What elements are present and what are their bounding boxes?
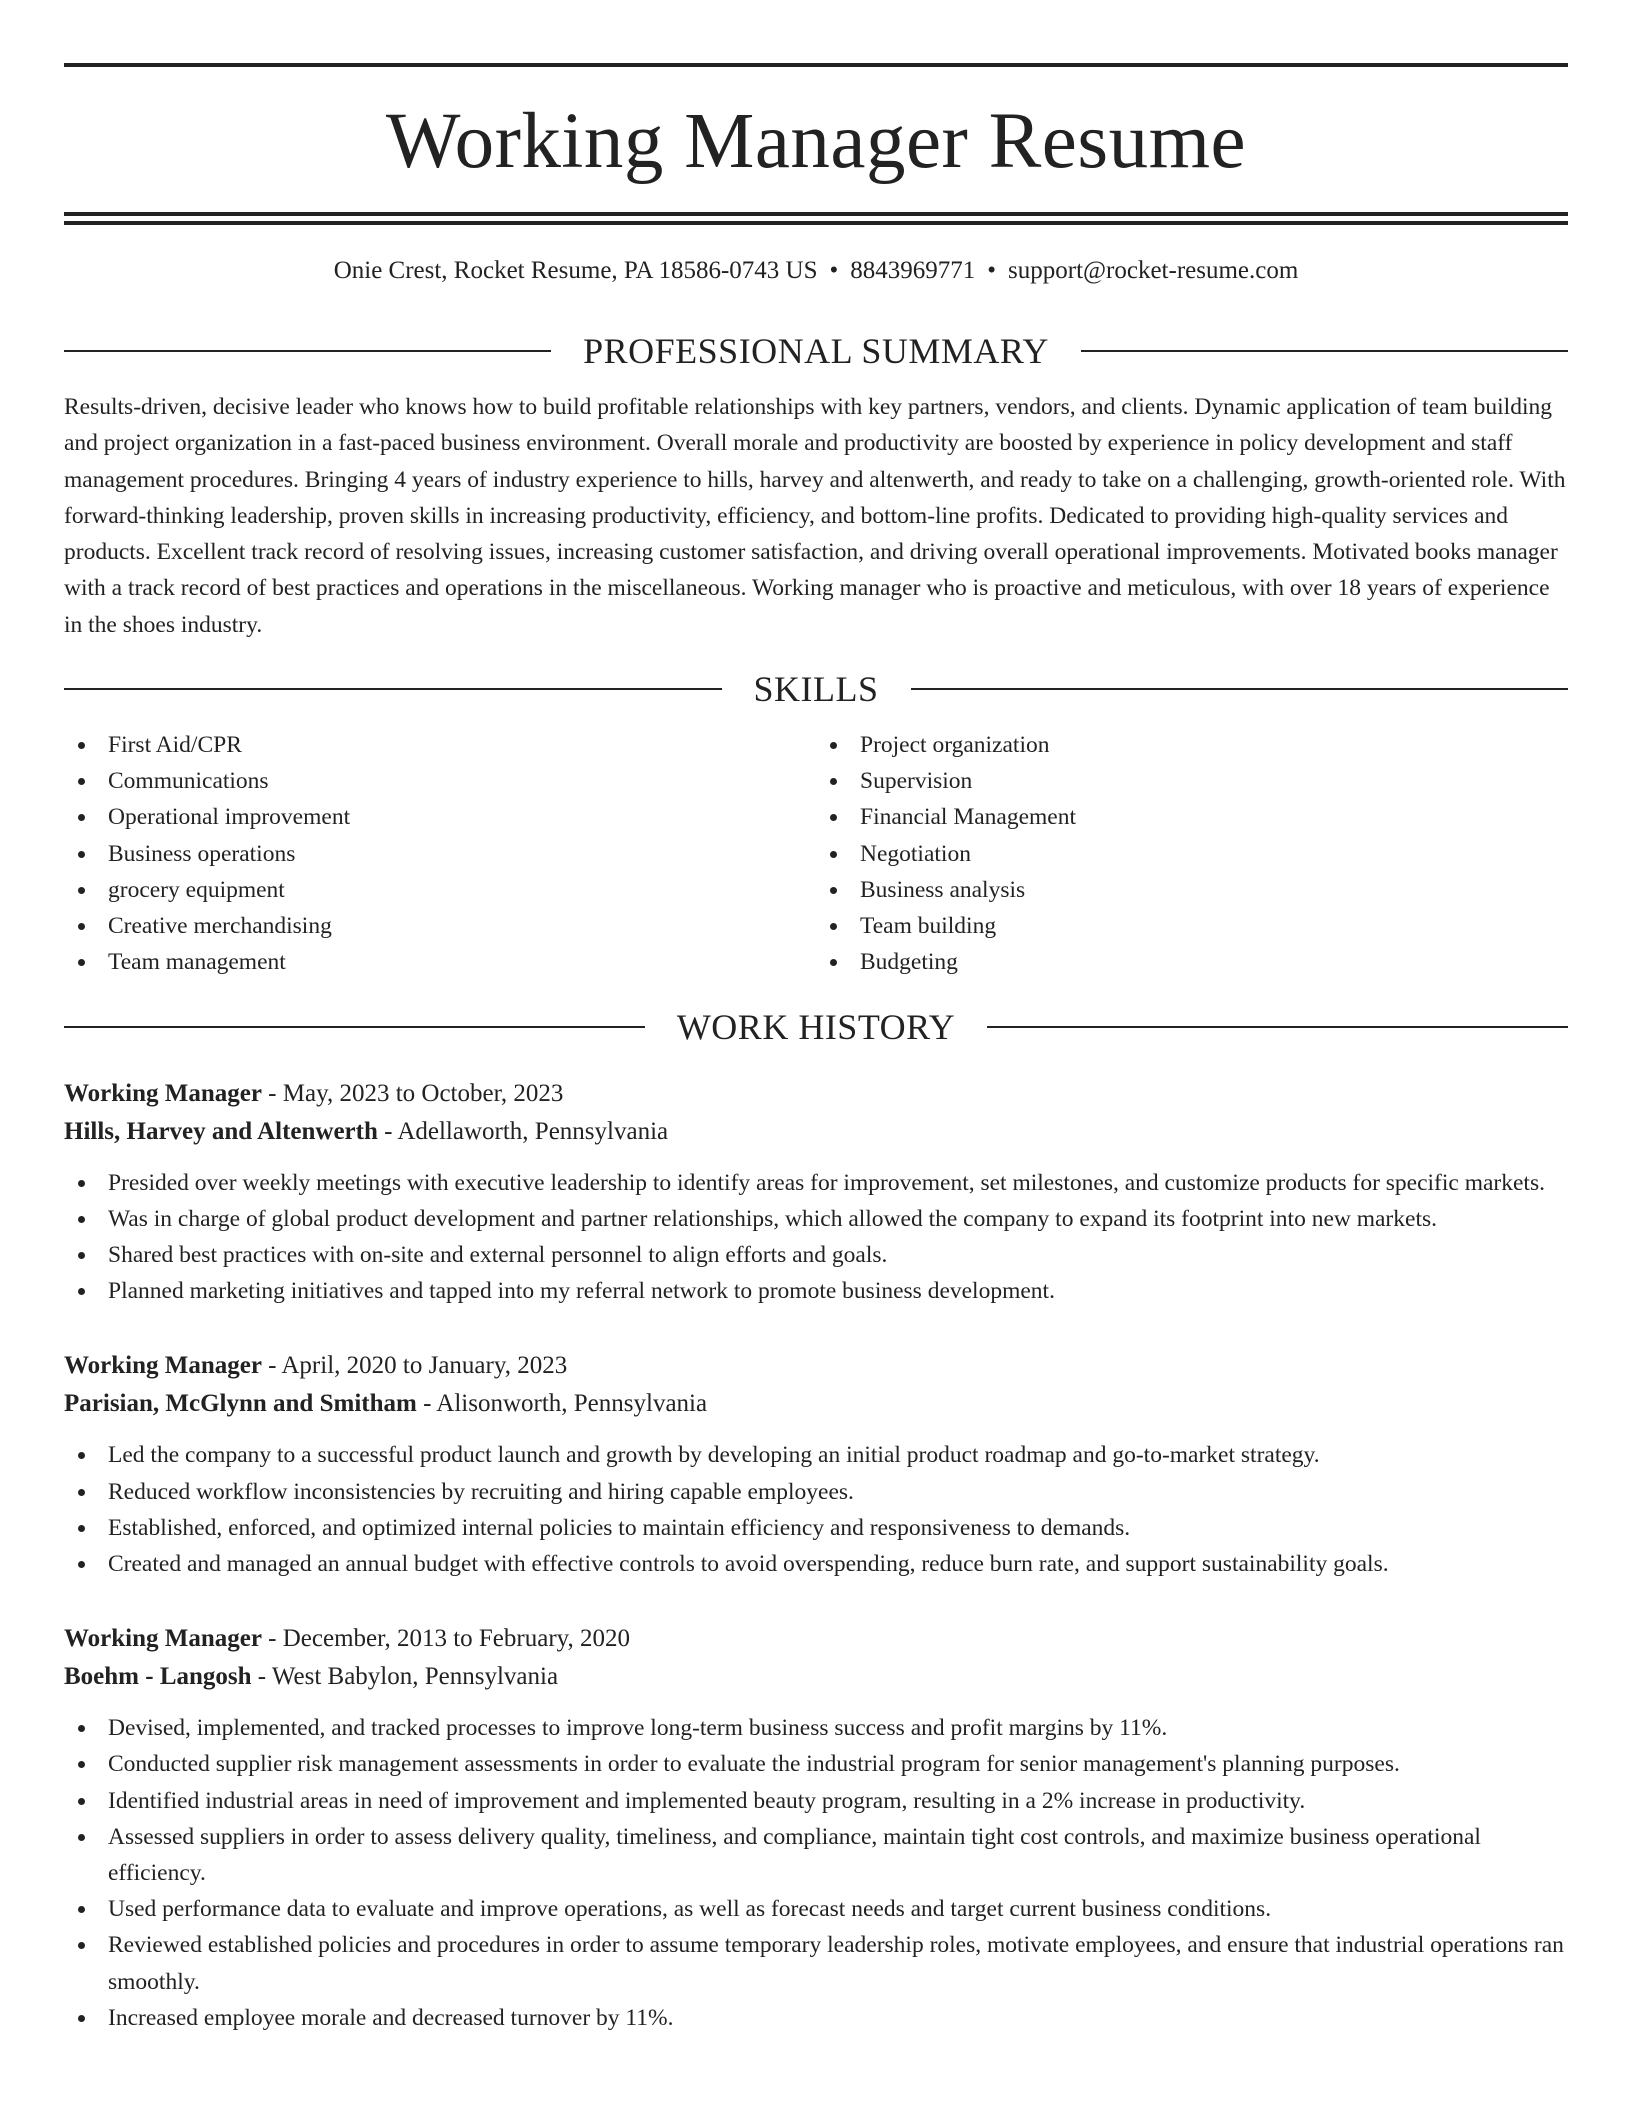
- skill-item: Team management: [64, 944, 816, 980]
- job-bullet: Led the company to a successful product launch and growth by developing an initial product roadmap and go-to-market strategy.: [64, 1437, 1568, 1473]
- job-title: Working Manager: [64, 1625, 262, 1653]
- job-bullet: Used performance data to evaluate and improve operations, as well as forecast needs and target current business conditions.: [64, 1891, 1568, 1927]
- skill-item: Communications: [64, 763, 816, 799]
- job-company-line: [64, 1113, 1568, 1151]
- skills-list-left: [64, 727, 816, 980]
- resume-title: Working Manager Resume: [385, 98, 1247, 185]
- contact-line: [64, 253, 1568, 289]
- job-bullet: Identified industrial areas in need of improvement and implemented beauty program, resulting in a 2% increase in productivity.: [64, 1783, 1568, 1819]
- work-section-heading: [64, 1005, 1568, 1049]
- skills-list-right: [816, 727, 1568, 980]
- job-title-line: [64, 1620, 1568, 1658]
- job-bullet: Devised, implemented, and tracked processes to improve long-term business success and profit margins by 11%.: [64, 1710, 1568, 1746]
- job-company: Hills, Harvey and Altenwerth: [64, 1117, 378, 1145]
- job-location: - Alisonworth, Pennsylvania: [423, 1390, 708, 1418]
- contact-separator: •: [987, 257, 997, 284]
- job-bullet: Conducted supplier risk management assessments in order to evaluate the industrial program for senior management's planning purposes.: [64, 1746, 1568, 1782]
- job-company: Parisian, McGlynn and Smitham: [64, 1390, 417, 1418]
- heading-rule-left: [64, 350, 551, 352]
- job-bullet: Reduced workflow inconsistencies by recruiting and hiring capable employees.: [64, 1474, 1568, 1510]
- job-bullet: Planned marketing initiatives and tapped into my referral network to promote business development.: [64, 1273, 1568, 1309]
- job-dates: - May, 2023 to October, 2023: [268, 1079, 564, 1107]
- heading-rule-left: [64, 1026, 645, 1028]
- job-title-line: [64, 1347, 1568, 1385]
- skills-columns: [64, 727, 1568, 980]
- summary-text: Results-driven, decisive leader who knows how to build profitable relationships with key partners, vendors, and clients. Dynamic application of team building and project organization in a fast-paced business environment. Overall morale and productivity are boosted by experience in policy development and staff management procedures. Bringing 4 years of industry experience to hills, harvey and altenwerth, and ready to take on a challenging, growth-oriented role. With forward-thinking leadership, proven skills in increasing productivity, efficiency, and bottom-line profits. Dedicated to providing high-quality services and products. Excellent track record of resolving issues, increasing customer satisfaction, and driving overall operational improvements. Motivated books manager with a track record of best practices and operations in the miscellaneous. Working manager who is proactive and meticulous, with over 18 years of experience in the shoes industry.: [64, 394, 1566, 638]
- heading-rule-right: [1081, 350, 1568, 352]
- work-heading-label: WORK HISTORY: [676, 1006, 956, 1047]
- job-title: Working Manager: [64, 1352, 262, 1380]
- job-dates: - April, 2020 to January, 2023: [268, 1352, 568, 1380]
- skill-item: First Aid/CPR: [64, 727, 816, 763]
- job-entry: [64, 1620, 1568, 2036]
- job-bullets: [64, 1165, 1568, 1310]
- skill-item: Supervision: [816, 763, 1568, 799]
- job-bullet: Shared best practices with on-site and external personnel to align efforts and goals.: [64, 1237, 1568, 1273]
- summary-section-heading: [64, 329, 1568, 373]
- skills-section-heading: [64, 667, 1568, 711]
- job-bullet: Presided over weekly meetings with executive leadership to identify areas for improvement, set milestones, and customize products for specific markets.: [64, 1165, 1568, 1201]
- title-double-rule: [64, 212, 1568, 225]
- job-bullet: Increased employee morale and decreased turnover by 11%.: [64, 2000, 1568, 2036]
- skill-item: Team building: [816, 908, 1568, 944]
- contact-separator: •: [829, 257, 839, 284]
- skill-item: Business analysis: [816, 872, 1568, 908]
- skills-heading-label: SKILLS: [753, 669, 879, 710]
- job-bullets: [64, 1710, 1568, 2036]
- job-bullet: Was in charge of global product development and partner relationships, which allowed the company to expand its footprint into new markets.: [64, 1201, 1568, 1237]
- job-company-line: [64, 1385, 1568, 1423]
- job-location: - West Babylon, Pennsylvania: [257, 1663, 559, 1691]
- heading-rule-right: [987, 1026, 1568, 1028]
- job-bullets: [64, 1437, 1568, 1582]
- job-location: - Adellaworth, Pennsylvania: [384, 1117, 669, 1145]
- summary-heading-label: PROFESSIONAL SUMMARY: [583, 331, 1049, 371]
- skill-item: Budgeting: [816, 944, 1568, 980]
- job-bullet: Created and managed an annual budget with effective controls to avoid overspending, reduce burn rate, and support sustainability goals.: [64, 1546, 1568, 1582]
- contact-address: Onie Crest, Rocket Resume, PA 18586-0743 US: [333, 257, 818, 284]
- skill-item: Creative merchandising: [64, 908, 816, 944]
- job-title-line: [64, 1075, 1568, 1113]
- heading-rule-right: [911, 688, 1569, 690]
- top-rule: [64, 63, 1568, 67]
- skill-item: Financial Management: [816, 799, 1568, 835]
- skill-item: Negotiation: [816, 836, 1568, 872]
- contact-phone: 8843969771: [850, 257, 976, 284]
- job-title: Working Manager: [64, 1079, 262, 1107]
- job-company: Boehm - Langosh: [64, 1663, 252, 1691]
- job-company-line: [64, 1658, 1568, 1696]
- heading-rule-left: [64, 688, 722, 690]
- job-bullet: Assessed suppliers in order to assess delivery quality, timeliness, and compliance, maintain tight cost controls, and maximize business operational efficiency.: [64, 1819, 1568, 1891]
- skill-item: Business operations: [64, 836, 816, 872]
- job-entry: [64, 1075, 1568, 1310]
- contact-email: support@rocket-resume.com: [1008, 257, 1299, 284]
- job-dates: - December, 2013 to February, 2020: [268, 1625, 631, 1653]
- job-bullet: Established, enforced, and optimized internal policies to maintain efficiency and responsiveness to demands.: [64, 1510, 1568, 1546]
- job-bullet: Reviewed established policies and procedures in order to assume temporary leadership roles, motivate employees, and ensure that industrial operations ran smoothly.: [64, 1927, 1568, 1999]
- skill-item: Operational improvement: [64, 799, 816, 835]
- skill-item: grocery equipment: [64, 872, 816, 908]
- skill-item: Project organization: [816, 727, 1568, 763]
- job-entry: [64, 1347, 1568, 1582]
